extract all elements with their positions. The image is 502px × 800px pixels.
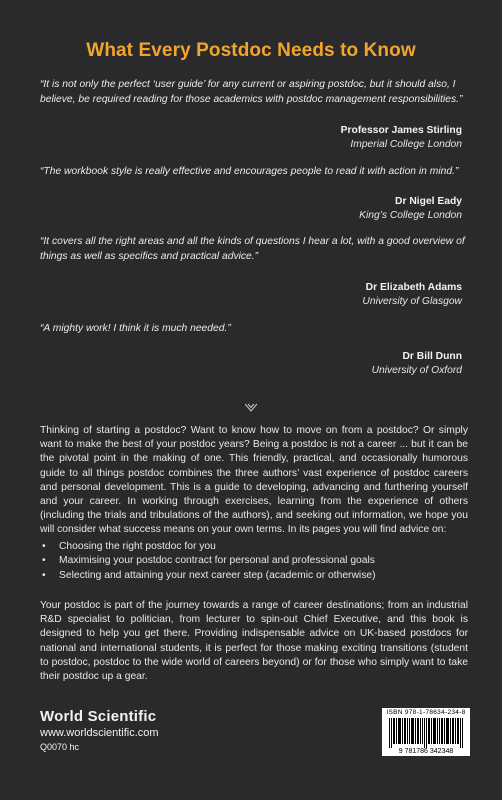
quote-text: “A mighty work! I think it is much needed.”	[40, 323, 231, 334]
advice-list	[40, 540, 470, 583]
description-paragraph: Your postdoc is part of the journey towards a range of career destinations; from an industrial R&D specialist to politician, from lecturer to spin-out Chief Executive, and this book is designed to help you get there. Providing indispensable advice on UK-based postdocs for national and international students, it is perfect for those making exciting transitions (student to postdoc, postdoc to the wide world of careers beyond) or for those who simply want to take their postdoc up a gear.	[40, 600, 468, 683]
quote-author: Dr Elizabeth Adams	[365, 282, 462, 293]
isbn-label: ISBN 978-1-78634-234-8	[386, 709, 466, 716]
list-item: • Choosing the right postdoc for you	[40, 540, 470, 554]
quote-author: Dr Bill Dunn	[402, 351, 462, 362]
quote-attribution	[162, 350, 462, 378]
quote-institution: University of Glasgow	[362, 296, 462, 307]
product-code: Q0070 hc	[40, 742, 80, 752]
quote-institution: Imperial College London	[350, 139, 462, 150]
quote-author: Dr Nigel Eady	[395, 196, 462, 207]
quote-text: “It covers all the right areas and all the kinds of questions I hear a lot, with a good overview of things as well as specifics and practical advice.”	[40, 236, 465, 262]
quote-institution: King’s College London	[359, 210, 462, 221]
quote-attribution	[162, 281, 462, 309]
publisher-url: www.worldscientific.com	[40, 727, 159, 739]
quote-text: “It is not only the perfect ‘user guide’ for any current or aspiring postdoc, but it should also, I believe, be required reading for those academics with postdoc management responsibilities.”	[40, 79, 463, 105]
ornament-divider-icon	[245, 403, 257, 413]
description-paragraph: Thinking of starting a postdoc? Want to know how to move on from a postdoc? Or simply want to make the best of your postdoc years? Being a postdoc is not a career ... but it can be the pivotal point in the making of one. This friendly, practical, and occasionally humorous guide to all things postdoc combines the three authors’ vast experience of postdoc careers and personal development. This is a guide to developing, advancing and furthering yourself and your career. In working through exercises, learning from the experience of others (including the trials and tribulations of the authors), and seeking out information, we hope you will consider what success means on your own terms. In its pages you will find advice on:	[40, 425, 468, 536]
quote-institution: University of Oxford	[371, 365, 462, 376]
barcode-icon	[385, 718, 467, 754]
quote-attribution	[162, 124, 462, 152]
quote-author: Professor James Stirling	[340, 125, 462, 136]
back-cover-title: What Every Postdoc Needs to Know	[86, 40, 416, 61]
isbn-barcode	[382, 708, 470, 756]
publisher-name: World Scientific	[40, 708, 157, 725]
list-item: • Selecting and attaining your next career step (academic or otherwise)	[40, 569, 470, 583]
list-item: • Maximising your postdoc contract for personal and professional goals	[40, 554, 470, 568]
quote-attribution	[162, 195, 462, 223]
barcode-digits: 9 781786 342348	[398, 748, 454, 754]
publisher-block	[40, 708, 159, 752]
quote-text: “The workbook style is really effective and encourages people to read it with action in mind.”	[40, 166, 459, 177]
